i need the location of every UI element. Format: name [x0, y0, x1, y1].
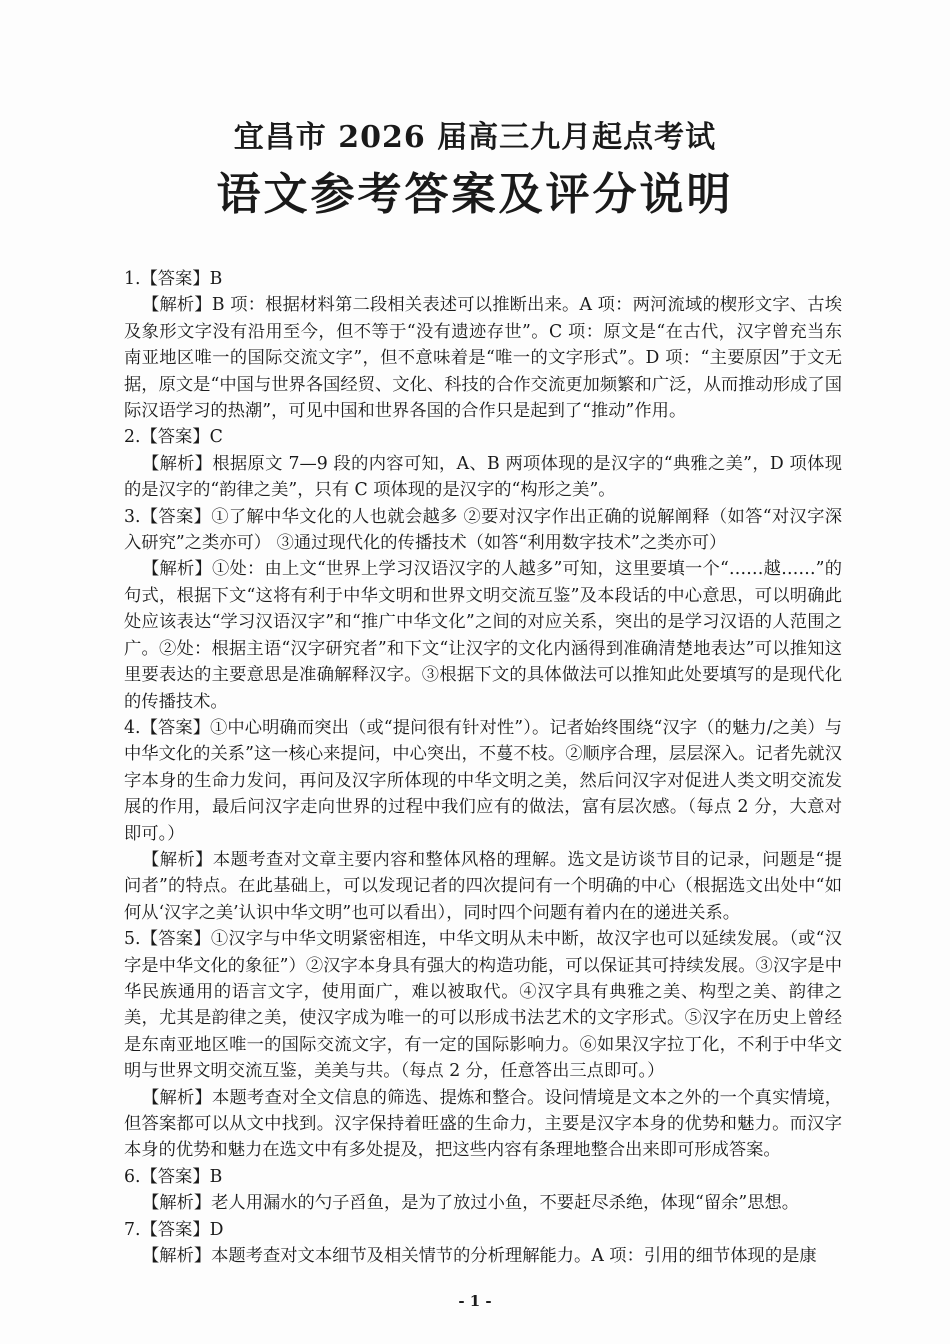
document-title: 语文参考答案及评分说明: [216, 169, 734, 220]
item-2-analysis: 【解析】根据原文 7—9 段的内容可知，A、B 两项体现的是汉字的“典雅之美”，D 项体现的是汉字的“韵律之美”，只有 C 项体现的是汉字的“构形之美”。: [124, 453, 842, 501]
answer-body: [124, 266, 842, 1269]
item-7-answer: 7.【答案】D: [124, 1219, 224, 1240]
page-number: - 1 -: [458, 1292, 492, 1310]
item-5-analysis: 【解析】本题考查对全文信息的筛选、提炼和整合。设问情境是文本之外的一个真实情境，但答案都可以从文中找到。汉字保持着旺盛的生命力，主要是汉字本身的优势和魅力。而汉字本身的优势和魅力在选文中有多处提及，把这些内容有条理地整合出来即可形成答案。: [124, 1087, 842, 1161]
item-4-analysis: 【解析】本题考查对文章主要内容和整体风格的理解。选文是访谈节目的记录，问题是“提问者”的特点。在此基础上，可以发现记者的四次提问有一个明确的中心（根据选文出处中“如何从‘汉字之美’认识中华文明”也可以看出），同时四个问题有着内在的递进关系。: [124, 849, 842, 923]
exam-title: 宜昌市 2026 届高三九月起点考试: [233, 120, 717, 155]
item-1-answer: 1.【答案】B: [124, 269, 223, 289]
item-4-answer: 4.【答案】①中心明确而突出（或“提问很有针对性”）。记者始终围绕“汉字（的魅力/之美）与中华文化的关系”这一核心来提问，中心突出，不蔓不枝。②顺序合理，层层深入。记者先就汉字本身的生命力发问，再问及汉字所体现的中华文明之美，然后问汉字对促进人类文明交流发展的作用，最后问汉字走向世界的过程中我们应有的做法，富有层次感。（每点 2 分，大意对即可。）: [124, 717, 842, 844]
item-6-analysis: 【解析】老人用漏水的勺子舀鱼，是为了放过小鱼，不要赶尽杀绝，体现“留余”思想。: [142, 1193, 800, 1214]
item-5-answer: 5.【答案】①汉字与中华文明紧密相连，中华文明从未中断，故汉字也可以延续发展。（或“汉字是中华文化的象征”）②汉字本身具有强大的构造功能，可以保证其可持续发展。③汉字是中华民族通用的语言文字，使用面广，难以被取代。④汉字具有典雅之美、构型之美、韵律之美，尤其是韵律之美，使汉字成为唯一的可以形成书法艺术的文字形式。⑤汉字在历史上曾经是东南亚地区唯一的国际交流文字，有一定的国际影响力。⑥如果汉字拉丁化，不利于中华文明与世界文明交流互鉴，美美与共。（每点 2 分，任意答出三点即可。）: [124, 929, 842, 1082]
item-7-analysis: 【解析】本题考查对文本细节及相关情节的分析理解能力。A 项：引用的细节体现的是康: [142, 1246, 817, 1267]
item-3-answer: 3.【答案】①了解中华文化的人也就会越多 ②要对汉字作出正确的说解阐释（如答“对汉字深入研究”之类亦可） ③通过现代化的传播技术（如答“利用数字技术”之类亦可）: [124, 506, 842, 554]
item-6-answer: 6.【答案】B: [124, 1166, 223, 1187]
item-3-analysis: 【解析】①处：由上文“世界上学习汉语汉字的人越多”可知，这里要填一个“……越……”的句式，根据下文“这将有利于中华文明和世界文明交流互鉴”及本段话的中心意思，可以明确此处应该表达“学习汉语汉字”和“推广中华文化”之间的对应关系，突出的是学习汉语的人范围之广。②处：根据主语“汉字研究者”和下文“让汉字的文化内涵得到准确清楚地表达”可以推知这里要表达的主要意思是准确解释汉字。③根据下文的具体做法可以推知此处要填写的是现代化的传播技术。: [124, 559, 842, 712]
item-2-answer: 2.【答案】C: [124, 427, 223, 448]
item-1-analysis: 【解析】B 项：根据材料第二段相关表述可以推断出来。A 项：两河流域的楔形文字、古埃及象形文字没有沿用至今，但不等于“没有遗迹存世”。C 项：原文是“在古代，汉字曾充当东南亚地区唯一的国际交流文字”，但不意味着是“唯一的文字形式”。D 项：“主要原因”于文无据，原文是“中国与世界各国经贸、文化、科技的合作交流更加频繁和广泛，从而推动形成了国际汉语学习的热潮”，可见中国和世界各国的合作只是起到了“推动”作用。: [124, 295, 842, 422]
